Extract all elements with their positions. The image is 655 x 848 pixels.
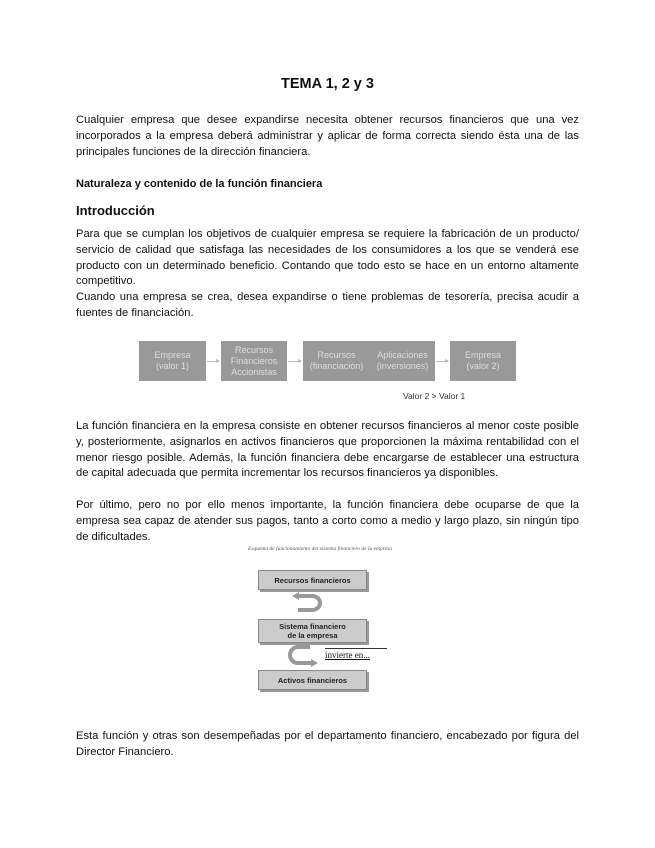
invierte-label: invierte en... bbox=[325, 648, 387, 660]
box-text: de la empresa bbox=[287, 631, 338, 640]
paragraph: Para que se cumplan los objetivos de cualquier empresa se requiere la fabricación de un producto/ servicio de calidad que satisfaga las necesidades de los consumidores a los que se venderá ese producto con un determinado beneficio. Contando que todo esto se hace en un entorno altamente competitivo. bbox=[76, 228, 579, 288]
box-text: Financieros bbox=[230, 355, 278, 366]
box-empresa-valor2 bbox=[450, 341, 516, 381]
box-text: Empresa bbox=[154, 350, 191, 360]
curved-arrow-icon bbox=[288, 643, 320, 669]
box-text: Recursos bbox=[317, 350, 356, 360]
box-sistema-financiero bbox=[258, 619, 367, 643]
box-text: Accionistas bbox=[231, 366, 277, 377]
paragraph: La función financiera en la empresa consiste en obtener recursos financieros al menor coste posible y, posteriormente, asignarlos en activos financieros que proporcionen la máxima rentabilidad con el menor riesgo posible. Además, la función financiera debe encargarse de establecer una estructura de capital adecuada que permita incrementar los recursos financieros ya disponibles. bbox=[76, 420, 579, 480]
paragraph: Cuando una empresa se crea, desea expandirse o tiene problemas de tesorería, precisa acudir a fuentes de financiación. bbox=[76, 291, 579, 319]
arrow-icon bbox=[288, 361, 301, 362]
curved-arrow-icon bbox=[290, 592, 322, 616]
figure-caption: Esquema de funcionamiento del sistema financiero de la empresa bbox=[247, 546, 393, 552]
box-text: Aplicaciones bbox=[377, 350, 428, 360]
box-recursos-financieros bbox=[221, 341, 287, 381]
intro-paragraph: Cualquier empresa que desee expandirse necesita obtener recursos financieros que una vez incorporados a la empresa deberá administrar y aplicar de forma correcta siendo ésta una de las principales funciones de la dirección financiera. bbox=[76, 114, 579, 158]
box-recursos-aplicaciones bbox=[303, 341, 435, 381]
box-text: (financiación) bbox=[309, 361, 364, 371]
box-text: Empresa bbox=[464, 350, 501, 360]
page-title: TEMA 1, 2 y 3 bbox=[281, 76, 374, 92]
box-text: Activos financieros bbox=[277, 675, 348, 685]
arrow-icon bbox=[436, 361, 448, 362]
box-text: Recursos bbox=[234, 344, 273, 355]
box-text: (valor 1) bbox=[155, 361, 189, 371]
arrow-icon bbox=[207, 361, 219, 362]
box-empresa-valor1 bbox=[139, 341, 206, 381]
box-activos-financieros bbox=[258, 670, 367, 690]
paragraph: Por último, pero no por ello menos importante, la función financiera debe ocuparse de que la empresa sea capaz de atender sus pagos, tanto a corto como a medio y largo plazo, sin ningún tipo de dificultades. bbox=[76, 499, 579, 543]
box-recursos-financieros bbox=[258, 570, 367, 590]
box-text: (inversiones) bbox=[376, 361, 429, 371]
box-text: Recursos financieros bbox=[274, 575, 351, 585]
paragraph: Esta función y otras son desempeñadas por el departamento financiero, encabezado por figura del Director Financiero. bbox=[76, 730, 579, 758]
box-text: (valor 2) bbox=[466, 361, 500, 371]
section-heading: Naturaleza y contenido de la función financiera bbox=[76, 178, 323, 190]
subsection-heading: Introducción bbox=[76, 203, 155, 218]
value-note: Valor 2 > Valor 1 bbox=[403, 391, 466, 401]
box-text: Sistema financiero bbox=[279, 622, 346, 631]
